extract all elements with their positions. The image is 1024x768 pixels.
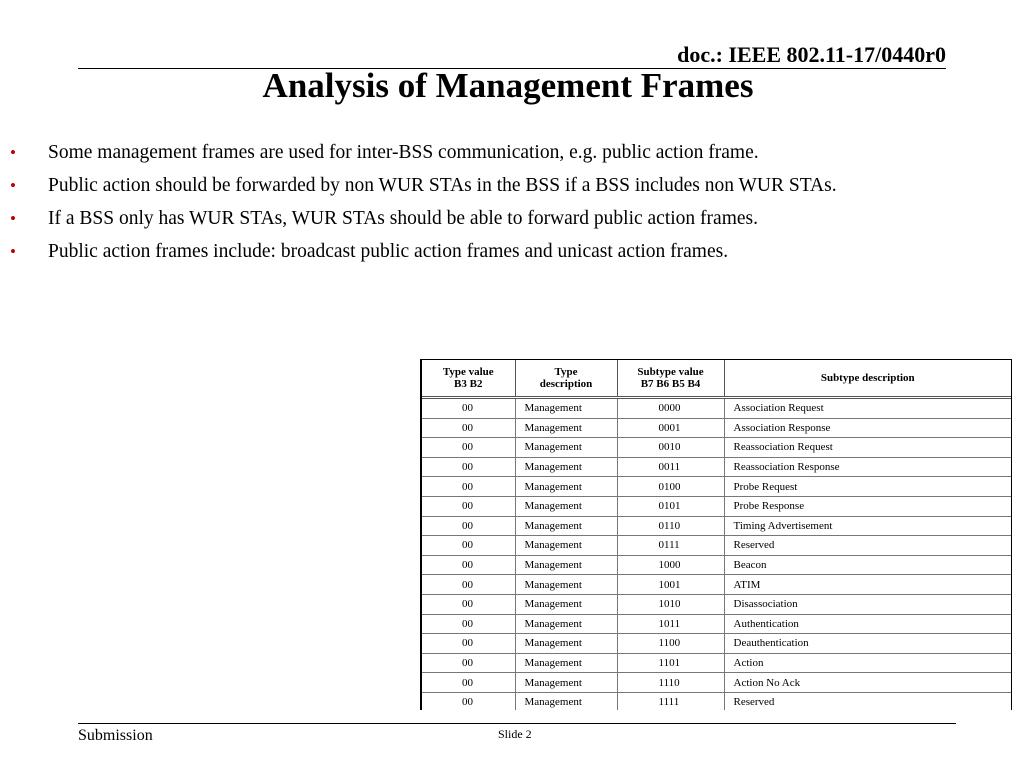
table-row bbox=[422, 673, 1011, 693]
bullet-item bbox=[10, 169, 837, 202]
table-row bbox=[422, 692, 1011, 710]
subtype-value-cell: 1101 bbox=[617, 653, 724, 673]
table-header-line: B7 B6 B5 B4 bbox=[640, 378, 701, 390]
table-row bbox=[422, 457, 1011, 477]
table-header-row bbox=[422, 360, 1011, 398]
type-value-cell: 00 bbox=[422, 634, 515, 654]
type-description-cell: Management bbox=[515, 398, 617, 419]
type-value-cell: 00 bbox=[422, 398, 515, 419]
table-header-cell bbox=[422, 360, 515, 398]
table-row bbox=[422, 418, 1011, 438]
subtype-value-cell: 1010 bbox=[617, 594, 724, 614]
type-description-cell: Management bbox=[515, 614, 617, 634]
bullet-list bbox=[10, 136, 837, 268]
table-row bbox=[422, 496, 1011, 516]
subtype-value-cell: 1001 bbox=[617, 575, 724, 595]
table-row bbox=[422, 634, 1011, 654]
type-value-cell: 00 bbox=[422, 496, 515, 516]
type-description-cell: Management bbox=[515, 555, 617, 575]
table-header-line: Subtype value bbox=[637, 366, 704, 378]
type-description-cell: Management bbox=[515, 634, 617, 654]
table-header-cell bbox=[617, 360, 724, 398]
subtype-value-cell: 1111 bbox=[617, 692, 724, 710]
subtype-value-cell: 0000 bbox=[617, 398, 724, 419]
table-header-line: Type bbox=[554, 366, 578, 378]
frame-table-container bbox=[420, 359, 1012, 710]
type-description-cell: Management bbox=[515, 653, 617, 673]
frame-type-table bbox=[422, 360, 1011, 710]
bullet-text: If a BSS only has WUR STAs, WUR STAs should be able to forward public action frames. bbox=[48, 208, 758, 229]
type-description-cell: Management bbox=[515, 536, 617, 556]
type-value-cell: 00 bbox=[422, 457, 515, 477]
bullet-text: Some management frames are used for inter-BSS communication, e.g. public action frame. bbox=[48, 142, 759, 163]
type-description-cell: Management bbox=[515, 673, 617, 693]
subtype-description-cell: Reassociation Request bbox=[724, 438, 1011, 458]
table-row bbox=[422, 555, 1011, 575]
subtype-value-cell: 0010 bbox=[617, 438, 724, 458]
type-value-cell: 00 bbox=[422, 575, 515, 595]
subtype-value-cell: 1011 bbox=[617, 614, 724, 634]
type-description-cell: Management bbox=[515, 692, 617, 710]
type-description-cell: Management bbox=[515, 418, 617, 438]
subtype-value-cell: 0111 bbox=[617, 536, 724, 556]
subtype-value-cell: 0100 bbox=[617, 477, 724, 497]
table-row bbox=[422, 614, 1011, 634]
table-row bbox=[422, 575, 1011, 595]
table-header-line: Subtype description bbox=[820, 372, 915, 384]
doc-id: doc.: IEEE 802.11-17/0440r0 bbox=[677, 42, 946, 67]
slide-number: Slide 2 bbox=[498, 727, 532, 741]
type-description-cell: Management bbox=[515, 496, 617, 516]
subtype-description-cell: Association Response bbox=[724, 418, 1011, 438]
type-value-cell: 00 bbox=[422, 692, 515, 710]
table-row bbox=[422, 653, 1011, 673]
subtype-value-cell: 0001 bbox=[617, 418, 724, 438]
bullet-item bbox=[10, 136, 837, 169]
subtype-description-cell: Association Request bbox=[724, 398, 1011, 419]
subtype-value-cell: 1000 bbox=[617, 555, 724, 575]
subtype-description-cell: Reserved bbox=[724, 692, 1011, 710]
type-value-cell: 00 bbox=[422, 438, 515, 458]
bullet-marker: • bbox=[10, 242, 16, 261]
type-value-cell: 00 bbox=[422, 594, 515, 614]
subtype-description-cell: Action No Ack bbox=[724, 673, 1011, 693]
bullet-marker: • bbox=[10, 209, 16, 228]
bullet-marker: • bbox=[10, 176, 16, 195]
subtype-description-cell: Deauthentication bbox=[724, 634, 1011, 654]
bullet-text: Public action should be forwarded by non WUR STAs in the BSS if a BSS includes non WUR STAs. bbox=[48, 175, 837, 196]
subtype-description-cell: Reserved bbox=[724, 536, 1011, 556]
bullet-item bbox=[10, 202, 837, 235]
table-header-line: B3 B2 bbox=[454, 378, 483, 390]
type-value-cell: 00 bbox=[422, 614, 515, 634]
table-row bbox=[422, 438, 1011, 458]
bottom-divider bbox=[78, 723, 956, 724]
slide-title: Analysis of Management Frames bbox=[262, 66, 754, 105]
type-description-cell: Management bbox=[515, 575, 617, 595]
subtype-value-cell: 0101 bbox=[617, 496, 724, 516]
type-value-cell: 00 bbox=[422, 555, 515, 575]
footer-submission: Submission bbox=[78, 727, 153, 744]
type-value-cell: 00 bbox=[422, 673, 515, 693]
subtype-description-cell: Beacon bbox=[724, 555, 1011, 575]
type-value-cell: 00 bbox=[422, 477, 515, 497]
type-value-cell: 00 bbox=[422, 536, 515, 556]
type-value-cell: 00 bbox=[422, 418, 515, 438]
subtype-description-cell: Timing Advertisement bbox=[724, 516, 1011, 536]
subtype-value-cell: 1110 bbox=[617, 673, 724, 693]
type-description-cell: Management bbox=[515, 477, 617, 497]
table-row bbox=[422, 398, 1011, 419]
table-header-line: Type value bbox=[442, 366, 494, 378]
subtype-value-cell: 1100 bbox=[617, 634, 724, 654]
subtype-description-cell: Probe Response bbox=[724, 496, 1011, 516]
bullet-item bbox=[10, 235, 837, 268]
bullet-text: Public action frames include: broadcast public action frames and unicast action frames. bbox=[48, 241, 729, 262]
table-header-line: description bbox=[539, 378, 593, 390]
table-header-cell bbox=[724, 360, 1011, 398]
subtype-value-cell: 0110 bbox=[617, 516, 724, 536]
table-row bbox=[422, 594, 1011, 614]
type-description-cell: Management bbox=[515, 516, 617, 536]
type-description-cell: Management bbox=[515, 457, 617, 477]
subtype-description-cell: Reassociation Response bbox=[724, 457, 1011, 477]
subtype-description-cell: Disassociation bbox=[724, 594, 1011, 614]
table-body bbox=[422, 398, 1011, 711]
subtype-value-cell: 0011 bbox=[617, 457, 724, 477]
type-value-cell: 00 bbox=[422, 653, 515, 673]
type-value-cell: 00 bbox=[422, 516, 515, 536]
type-description-cell: Management bbox=[515, 438, 617, 458]
subtype-description-cell: Action bbox=[724, 653, 1011, 673]
type-description-cell: Management bbox=[515, 594, 617, 614]
bullet-marker: • bbox=[10, 143, 16, 162]
subtype-description-cell: Probe Request bbox=[724, 477, 1011, 497]
table-row bbox=[422, 536, 1011, 556]
table-row bbox=[422, 477, 1011, 497]
table-header-cell bbox=[515, 360, 617, 398]
subtype-description-cell: Authentication bbox=[724, 614, 1011, 634]
subtype-description-cell: ATIM bbox=[724, 575, 1011, 595]
table-row bbox=[422, 516, 1011, 536]
